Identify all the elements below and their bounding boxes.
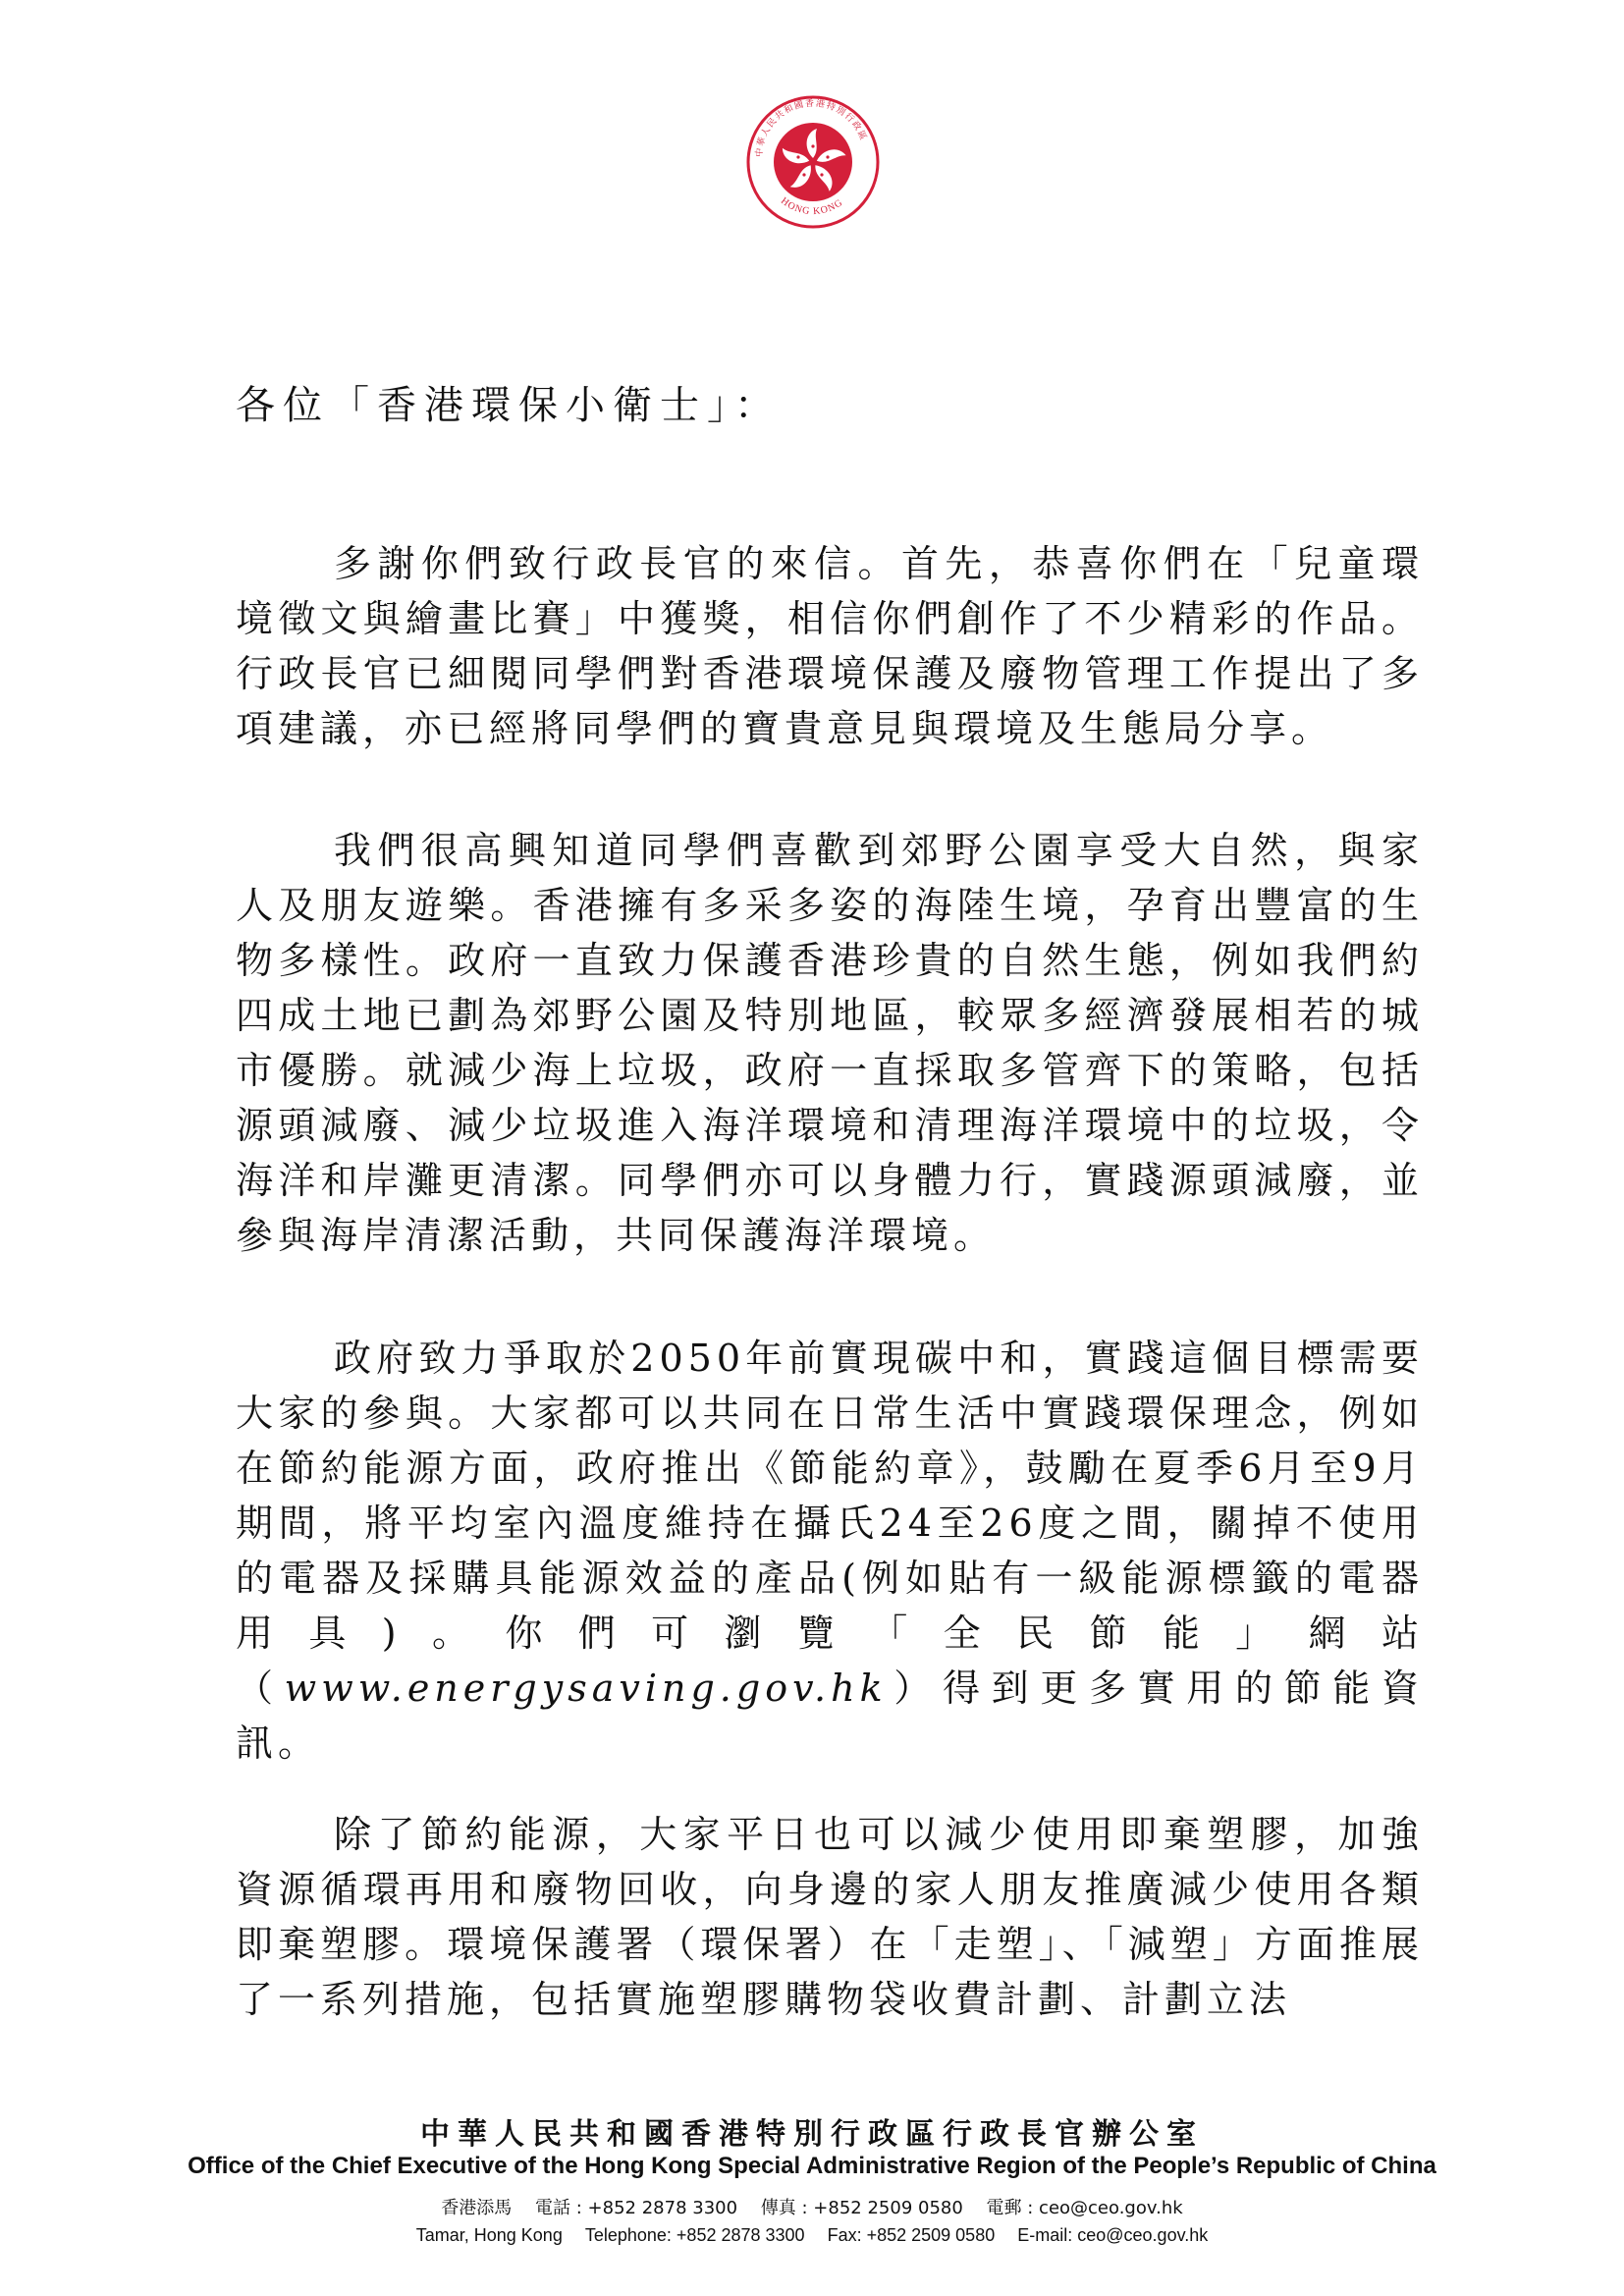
paragraph-3: [236, 1331, 1424, 1771]
footer-fax-en: Fax: +852 2509 0580: [827, 2225, 996, 2245]
paragraph-2: 我們很高興知道同學們喜歡到郊野公園享受大自然，與家人及朋友遊樂。香港擁有多采多姿的海陸生境，孕育出豐富的生物多樣性。政府一直致力保護香港珍貴的自然生態，例如我們約四成土地已劃為郊野公園及特別地區，較眾多經濟發展相若的城市優勝。就減少海上垃圾，政府一直採取多管齊下的策略，包括源頭減廢、減少垃圾進入海洋環境和清理海洋環境中的垃圾，令海洋和岸灘更清潔。同學們亦可以身體力行，實踐源頭減廢，並參與海岸清潔活動，共同保護海洋環境。: [236, 829, 1424, 1257]
emblem-ring-text: 中華人民共和國香港特別行政區: [754, 98, 869, 158]
url-open-paren: （: [236, 1667, 285, 1710]
footer-contact-zh: [0, 2194, 1624, 2219]
footer-email-zh: 電郵 : ceo@ceo.gov.hk: [986, 2198, 1183, 2218]
footer-contact-en: [0, 2225, 1624, 2246]
emblem-bottom-text: HONG KONG: [779, 195, 845, 218]
footer-office-zh: 中華人民共和國香港特別行政區行政長官辦公室: [420, 2117, 1204, 2152]
footer-office-en: Office of the Chief Executive of the Hong Kong Special Administrative Region of the People’s Republic of China: [188, 2153, 1436, 2179]
footer-address-zh: 香港添馬: [441, 2198, 513, 2218]
footer-tel-en: Telephone: +852 2878 3300: [584, 2225, 805, 2245]
footer-tel-zh: 電話 : +852 2878 3300: [535, 2198, 738, 2218]
footer-address-en: Tamar, Hong Kong: [415, 2225, 563, 2245]
paragraph-4: 除了節約能源，大家平日也可以減少使用即棄塑膠，加強資源循環再用和廢物回收，向身邊的家人朋友推廣減少使用各類即棄塑膠。環境保護署（環保署）在「走塑」、「減塑」方面推展了一系列措施，包括實施塑膠購物袋收費計劃、計劃立法: [236, 1813, 1424, 2021]
hong-kong-emblem-icon: [744, 88, 882, 246]
paragraph-3-tail: ）得到更多實用的節能資訊。: [236, 1667, 1424, 1765]
footer-fax-zh: 傳真 : +852 2509 0580: [760, 2198, 963, 2218]
salutation: 各位「香港環保小衛士」：: [236, 383, 782, 428]
footer-email-en: E-mail: ceo@ceo.gov.hk: [1017, 2225, 1209, 2245]
energy-saving-url: www.energysaving.gov.hk: [284, 1667, 888, 1710]
paragraph-3-text: 政府致力爭取於2050年前實現碳中和，實踐這個目標需要大家的參與。大家都可以共同在日常生活中實踐環保理念，例如在節約能源方面，政府推出《節能約章》，鼓勵在夏季6月至9月期間，將平均室內溫度維持在攝氏24至26度之間，關掉不使用的電器及採購具能源效益的產品(例如貼有一級能源標籤的電器用具)。你們可瀏覽「全民節能」網站: [236, 1337, 1424, 1655]
paragraph-1: 多謝你們致行政長官的來信。首先，恭喜你們在「兒童環境徵文與繪畫比賽」中獲獎，相信你們創作了不少精彩的作品。行政長官已細閱同學們對香港環境保護及廢物管理工作提出了多項建議，亦已經將同學們的寶貴意見與環境及生態局分享。: [236, 542, 1424, 750]
